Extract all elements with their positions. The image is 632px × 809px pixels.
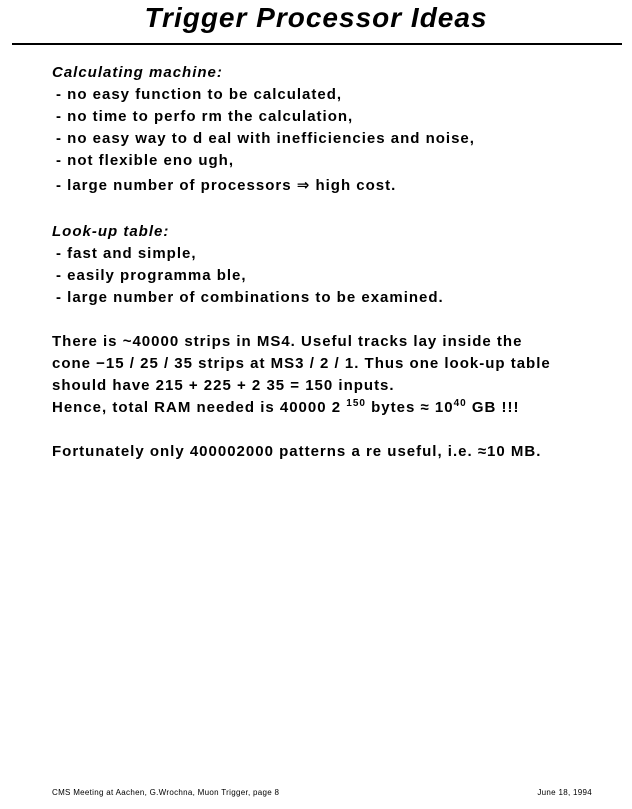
- slide-content: [52, 62, 622, 463]
- ram-text-a: Hence, total RAM needed is 40000 2: [52, 399, 347, 416]
- paragraph-line: should have 215 + 225 + 2 35 = 150 inputs.: [52, 377, 395, 394]
- exponent-40: 40: [453, 398, 467, 409]
- ram-text-b: bytes ≈ 10: [365, 399, 454, 416]
- paragraph-line: There is ~40000 strips in MS4. Useful tracks lay inside the: [52, 333, 523, 350]
- list-item: - not flexible eno ugh,: [56, 152, 234, 169]
- title-underline: [12, 43, 622, 45]
- list-item: - no easy way to d eal with inefficiencies and noise,: [56, 130, 475, 147]
- list-item: - easily programma ble,: [56, 267, 247, 284]
- conclusion-line: Fortunately only 400002000 patterns a re useful, i.e. ≈10 MB.: [52, 443, 542, 460]
- list-item: - fast and simple,: [56, 245, 197, 262]
- page-title: Trigger Processor Ideas: [144, 2, 488, 33]
- list-item: - no time to perfo rm the calculation,: [56, 108, 354, 125]
- paragraph-line: cone −15 / 25 / 35 strips at MS3 / 2 / 1. Thus one look-up table: [52, 355, 551, 372]
- paragraph-line-ram: [52, 397, 622, 419]
- list-item: - large number of combinations to be examined.: [56, 289, 444, 306]
- footer-date: June 18, 1994: [537, 788, 592, 797]
- footer-citation: CMS Meeting at Aachen, G.Wrochna, Muon Trigger, page 8: [52, 788, 280, 797]
- section-heading-look-up-table: Look-up table:: [52, 223, 170, 240]
- section-heading-calculating-machine: Calculating machine:: [52, 64, 223, 81]
- list-item: - large number of processors ⇒ high cost.: [56, 177, 397, 194]
- list-item: - no easy function to be calculated,: [56, 86, 343, 103]
- exponent-150: 150: [346, 398, 366, 409]
- ram-text-c: GB !!!: [466, 399, 520, 416]
